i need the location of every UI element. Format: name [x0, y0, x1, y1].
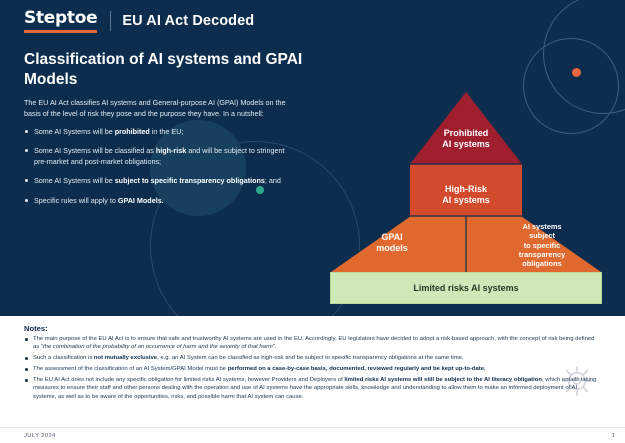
list-item: Specific rules will apply to GPAI Models.: [24, 195, 296, 206]
pyramid-segment-prohibited: [410, 92, 522, 164]
notes-panel: [0, 316, 625, 427]
risk-pyramid-diagram: [330, 92, 602, 272]
note-item: The EU AI Act does not include any specific obligation for limited risks AI systems; however Providers and Deployers of limited risks AI systems will still be subject to the AI literacy obligation, which entails taking measures to ensure their staff and other persons dealing with the operation and use of AI systems have the appropriate skills, knowledge and understanding to allow them to make an informed deployment of AI systems, as well as to be aware of the opportunities, risks, and possible harm that AI system can cause.: [24, 376, 599, 401]
pyramid-label-transparency: AI systems subject to specific transparency obligations: [518, 222, 566, 268]
pyramid-svg: [330, 92, 602, 272]
note-item: The assessment of the classification of an AI System/GPAI Model must be performed on a case-by-case basis, documented, reviewed regularly and be kept up-to-date.: [24, 365, 599, 373]
note-item: Such a classification is not mutually exclusive, e.g. an AI System can be classified as high-risk and be subject to specific transparency obligations at the same time.: [24, 354, 599, 362]
pyramid-label-gpai: GPAI models: [376, 232, 408, 254]
steptoe-logo: Steptoe: [24, 9, 97, 33]
pyramid-segment-high-risk: [410, 164, 522, 216]
footer-page-number: 1: [611, 432, 615, 439]
slide-footer: [0, 427, 625, 443]
header-divider: [110, 11, 111, 31]
intro-paragraph: The EU AI Act classifies AI systems and General-purpose AI (GPAI) Models on the basis of the level of risk they pose and the purpose they have. In a nutshell:: [24, 98, 286, 119]
list-item: Some AI Systems will be subject to specific transparency obligations; and: [24, 175, 296, 186]
header-title: EU AI Act Decoded: [122, 13, 255, 29]
limited-risks-bar: [330, 272, 602, 304]
list-item: Some AI Systems will be classified as high-risk and will be subject to stringent pre-market and post-market obligations;: [24, 145, 296, 167]
notes-heading: Notes:: [24, 324, 48, 333]
limited-risks-label: Limited risks AI systems: [413, 283, 519, 293]
footer-date: JULY 2024: [24, 432, 56, 439]
note-item: The main purpose of the EU AI Act is to ensure that safe and trustworthy AI systems are used in the EU. Accordingly, EU legislators have decided to adopt a risk-based approach, with the concept of risk being defined as "the combination of the probability of an occurrence of harm and the severity of that harm".: [24, 335, 599, 352]
pyramid-label-prohibited: Prohibited AI systems: [442, 128, 490, 150]
decorative-dot-orange: [572, 68, 581, 77]
page-title: Classification of AI systems and GPAI Models: [24, 51, 303, 89]
list-item: Some AI Systems will be prohibited in the EU;: [24, 126, 296, 137]
pyramid-label-high-risk: High-Risk AI systems: [442, 184, 490, 206]
bullet-list: [24, 126, 296, 214]
slide-header: [0, 0, 625, 42]
gear-icon: [555, 359, 599, 403]
